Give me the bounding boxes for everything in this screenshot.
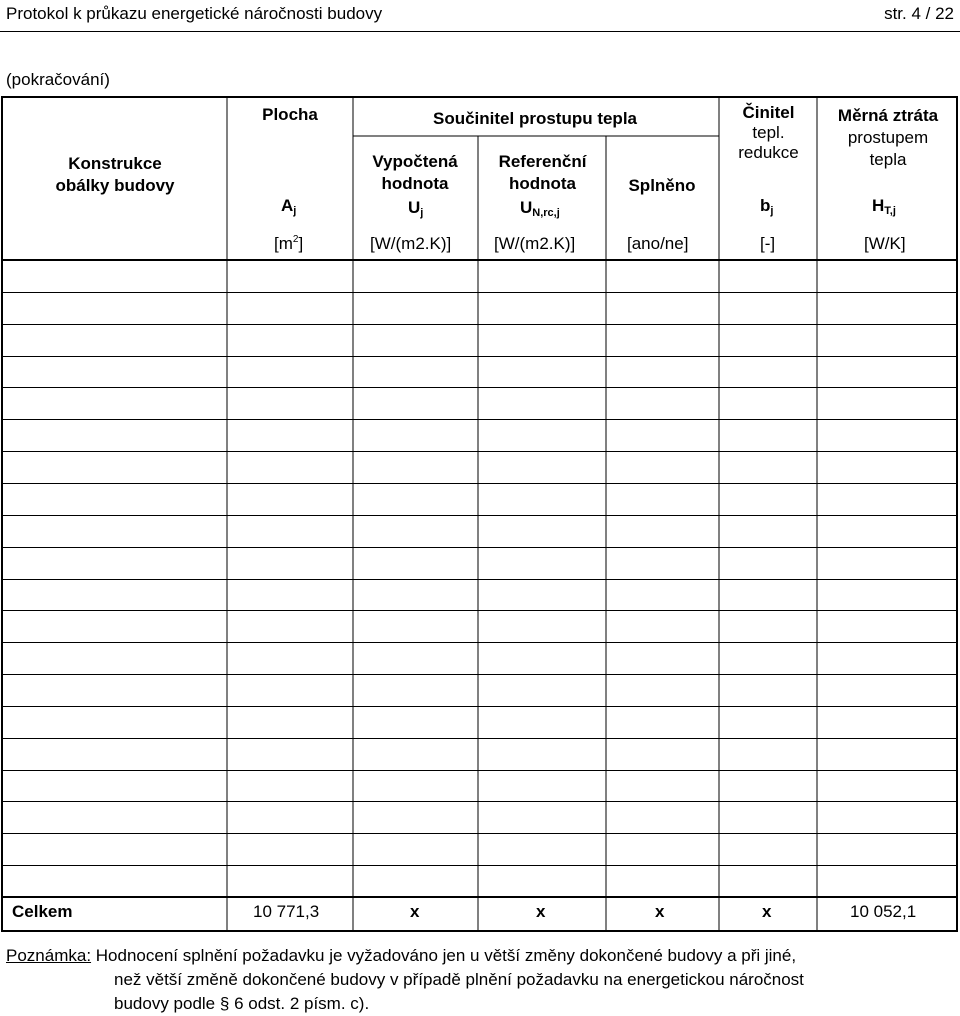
symbol-area: $A_j$ xyxy=(281,196,297,217)
unit-reduction: [-] xyxy=(760,234,776,253)
total-area: 10 771,3 xyxy=(253,902,320,921)
header-reduction: Činitel tepl. redukce xyxy=(738,103,799,162)
continued-label: (pokračování) xyxy=(6,70,110,89)
total-label: Celkem xyxy=(12,902,73,921)
header-loss: Měrná ztráta prostupem tepla xyxy=(837,106,939,169)
note xyxy=(6,944,958,1016)
unit-u-ref: [W/(m2.K)] xyxy=(494,234,576,253)
total-u-ref: x xyxy=(536,902,546,921)
unit-fulfilled: [ano/ne] xyxy=(627,234,689,253)
document-title: Protokol k průkazu energetické náročnosti budovy xyxy=(6,4,383,23)
header-area: Plocha xyxy=(262,105,318,124)
page-number: str. 4 / 22 xyxy=(884,4,954,23)
total-fulfilled: x xyxy=(655,902,665,921)
section-sign-icon: § xyxy=(219,994,230,1013)
total-u-calc: x xyxy=(410,902,420,921)
header-u-group: Součinitel prostupu tepla xyxy=(432,109,637,128)
note-line-3: budovy podle § 6 odst. 2 písm. c). xyxy=(114,994,370,1013)
unit-loss: [W/K] xyxy=(864,234,906,253)
header-u-calc: Vypočtená hodnota xyxy=(372,152,458,193)
note-label: Poznámka: xyxy=(6,946,92,965)
symbol-u-calc: $U_j$ xyxy=(408,198,424,219)
symbol-loss: $H_{T,j}$ xyxy=(872,196,896,217)
symbol-u-ref: $U_{N,rc,j}$ xyxy=(520,198,560,219)
header-fulfilled: Splněno xyxy=(628,176,696,195)
symbol-reduction: $b_j$ xyxy=(760,196,774,217)
header-u-ref: Referenční hodnota xyxy=(498,152,587,193)
total-reduction: x xyxy=(762,902,772,921)
header-construction: Konstrukce obálky budovy xyxy=(55,154,175,195)
note-line-1: Hodnocení splnění požadavku je vyžadováno jen u větší změny dokončené budovy a při jiné, xyxy=(95,946,797,965)
table-border xyxy=(2,97,957,931)
unit-area: $[m^2]$ xyxy=(274,234,304,253)
total-loss: 10 052,1 xyxy=(850,902,917,921)
note-line-2: než větší změně dokončené budovy v případě plnění požadavku na energetickou náročnost xyxy=(114,970,804,989)
unit-u-calc: [W/(m2.K)] xyxy=(370,234,452,253)
